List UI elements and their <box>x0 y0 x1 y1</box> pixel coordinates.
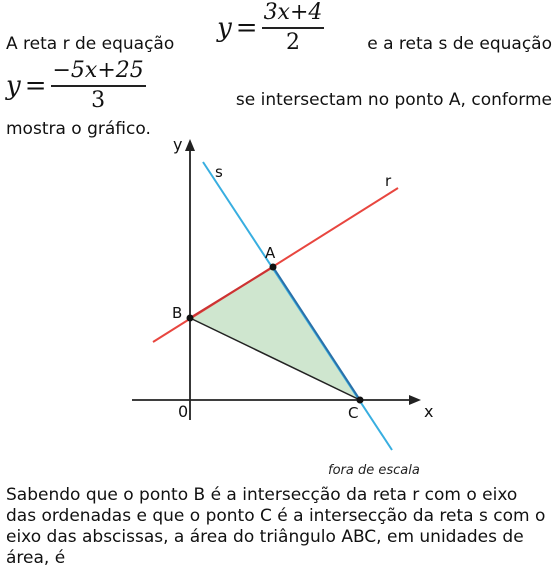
intro-text-1: A reta r de equação <box>6 34 175 54</box>
graph-caption: fora de escala <box>328 463 420 478</box>
line-r-label: r <box>385 172 392 190</box>
axis-x-label: x <box>424 402 434 421</box>
point-c <box>357 397 364 404</box>
point-b-label: B <box>172 304 183 322</box>
point-c-label: C <box>348 404 359 422</box>
intro-text-2: e a reta s de equação <box>367 34 552 54</box>
equation-r-denominator: 2 <box>285 30 300 55</box>
y-axis-arrow-icon <box>185 139 195 151</box>
equation-r-numerator: 3x+4 <box>262 2 325 29</box>
equation-s-denominator: 3 <box>91 88 106 113</box>
equation-s-lhs: y <box>6 71 21 101</box>
triangle-abc <box>190 267 360 400</box>
equation-s-numerator: −5x+25 <box>51 60 146 87</box>
x-axis-arrow-icon <box>409 395 421 405</box>
line-s-label: s <box>215 163 223 181</box>
equation-r-equals: = <box>235 13 258 43</box>
point-a <box>270 264 277 271</box>
equation-r-lhs: y <box>217 13 232 43</box>
intro-text-3: se intersectam no ponto A, conforme <box>235 90 552 110</box>
equation-s-equals: = <box>24 71 47 101</box>
axis-y-label: y <box>173 135 183 154</box>
point-b <box>187 315 194 322</box>
origin-label: 0 <box>178 402 189 421</box>
question-text: Sabendo que o ponto B é a intersecção da reta r com o eixo das ordenadas e que o ponto C é a intersecção da reta s com o eixo das abscissas, a área do triângulo ABC, em unidades de área, é <box>6 485 546 568</box>
point-a-label: A <box>265 244 276 262</box>
intro-text-4: mostra o gráfico. <box>6 119 151 139</box>
